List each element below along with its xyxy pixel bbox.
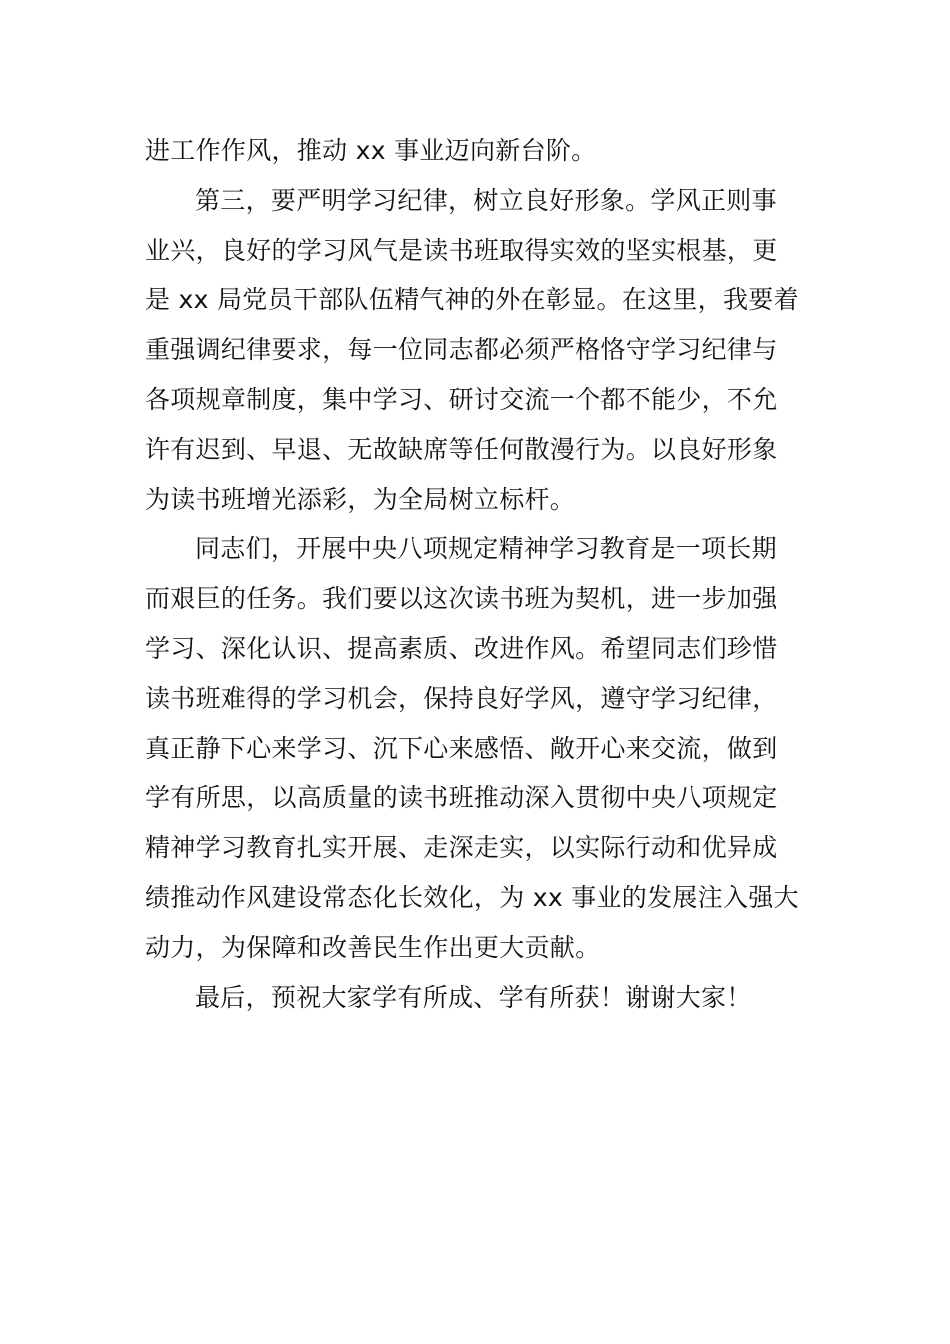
text-line: 业兴，良好的学习风气是读书班取得实效的坚实根基，更 bbox=[145, 235, 778, 265]
text-line: 各项规章制度，集中学习、研讨交流一个都不能少，不允 bbox=[145, 384, 778, 414]
paragraph-start-line: 最后，预祝大家学有所成、学有所获！谢谢大家！ bbox=[195, 982, 752, 1012]
body-text bbox=[145, 126, 805, 1022]
text-line: 学习、深化认识、提高素质、改进作风。希望同志们珍惜 bbox=[145, 633, 778, 663]
text-line: 重强调纪律要求，每一位同志都必须严格恪守学习纪律与 bbox=[145, 335, 778, 365]
text-line: 是 xx 局党员干部队伍精气神的外在彰显。在这里，我要着 bbox=[145, 285, 799, 315]
text-line: 读书班难得的学习机会，保持良好学风，遵守学习纪律， bbox=[145, 683, 778, 713]
text-line: 精神学习教育扎实开展、走深走实，以实际行动和优异成 bbox=[145, 833, 778, 863]
text-line: 真正静下心来学习、沉下心来感悟、敞开心来交流，做到 bbox=[145, 733, 778, 763]
text-line: 许有迟到、早退、无故缺席等任何散漫行为。以良好形象 bbox=[145, 434, 778, 464]
paragraph-start-line: 第三，要严明学习纪律，树立良好形象。学风正则事 bbox=[195, 185, 777, 215]
text-line: 学有所思，以高质量的读书班推动深入贯彻中央八项规定 bbox=[145, 783, 778, 813]
text-line: 动力，为保障和改善民生作出更大贡献。 bbox=[145, 932, 601, 962]
paragraph-start-line: 同志们，开展中央八项规定精神学习教育是一项长期 bbox=[195, 534, 777, 564]
text-line: 为读书班增光添彩，为全局树立标杆。 bbox=[145, 484, 576, 514]
text-line: 进工作作风，推动 xx 事业迈向新台阶。 bbox=[145, 136, 597, 165]
text-line: 绩推动作风建设常态化长效化，为 xx 事业的发展注入强大 bbox=[145, 882, 799, 912]
text-line: 而艰巨的任务。我们要以这次读书班为契机，进一步加强 bbox=[145, 584, 778, 614]
